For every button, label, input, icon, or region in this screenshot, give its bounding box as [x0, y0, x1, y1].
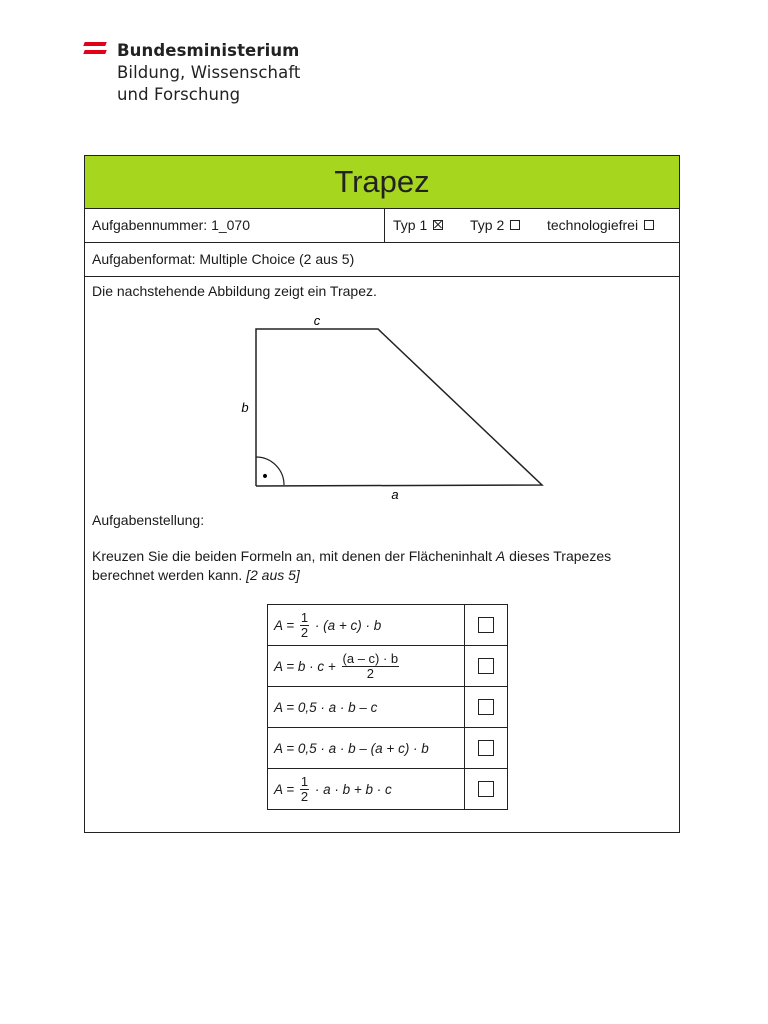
label-c: c	[313, 313, 321, 328]
label-b: b	[241, 400, 249, 415]
fraction	[300, 775, 309, 804]
numerator: 1	[300, 773, 309, 789]
right-angle-dot: •	[260, 469, 270, 485]
fraction	[300, 611, 309, 640]
choice-formula	[268, 728, 465, 769]
choice-formula	[268, 687, 465, 728]
choice-formula	[268, 646, 465, 687]
label-a: a	[391, 487, 399, 502]
tech-label: technologiefrei	[547, 217, 639, 233]
numerator: (a – c) · b	[342, 650, 399, 666]
task-instruction	[92, 547, 672, 585]
choice-checkbox-cell	[465, 728, 508, 769]
denominator: 2	[300, 624, 309, 640]
choice-row	[268, 728, 508, 769]
denominator: 2	[366, 665, 374, 681]
choice-checkbox-cell	[465, 646, 508, 687]
denominator: 2	[300, 788, 309, 804]
choice-formula	[268, 605, 465, 646]
formula-text: A = b · c +	[274, 658, 340, 674]
austria-flag-logo	[84, 42, 106, 55]
ministry-line-2: Bildung, Wissenschaft	[117, 63, 301, 82]
formula-text: A =	[274, 617, 298, 633]
choice-row	[268, 769, 508, 810]
choices-table	[267, 604, 508, 810]
typ2-label: Typ 2	[470, 217, 505, 233]
formula-text: A = 0,5 · a · b – (a + c) · b	[274, 740, 429, 756]
choice-checkbox-cell	[465, 687, 508, 728]
ministry-line-3: und Forschung	[117, 85, 241, 104]
task-number: Aufgabennummer: 1_070	[92, 217, 250, 233]
fraction	[342, 652, 400, 681]
instruction-note: [2 aus 5]	[246, 567, 300, 583]
choice-row	[268, 687, 508, 728]
choice-row	[268, 605, 508, 646]
task-format: Aufgabenformat: Multiple Choice (2 aus 5)	[92, 251, 355, 267]
choice-checkbox-cell	[465, 769, 508, 810]
formula-text: A =	[274, 781, 298, 797]
choice-checkbox[interactable]	[478, 699, 494, 715]
formula-text: · a · b + b · c	[311, 781, 392, 797]
trapezoid-shape	[256, 329, 542, 486]
task-intro: Die nachstehende Abbildung zeigt ein Trapez.	[92, 283, 377, 299]
choice-checkbox[interactable]	[478, 740, 494, 756]
formula-text: A = 0,5 · a · b – c	[274, 699, 378, 715]
typ1-label: Typ 1	[393, 217, 428, 233]
formula-text: · (a + c) · b	[311, 617, 382, 633]
task-heading: Aufgabenstellung:	[92, 512, 205, 528]
choice-checkbox[interactable]	[478, 658, 494, 674]
choice-formula	[268, 769, 465, 810]
ministry-name	[117, 40, 301, 106]
instruction-var: A	[495, 548, 506, 564]
choice-checkbox[interactable]	[478, 617, 494, 633]
trapezoid-figure	[85, 156, 679, 506]
choice-checkbox-cell	[465, 605, 508, 646]
instruction-text-1: Kreuzen Sie die beiden Formeln an, mit denen der Flächeninhalt	[92, 548, 496, 564]
numerator: 1	[300, 609, 309, 625]
choice-row	[268, 646, 508, 687]
ministry-line-1: Bundesministerium	[117, 41, 300, 60]
task-box	[84, 155, 680, 833]
choice-checkbox[interactable]	[478, 781, 494, 797]
task-title: Trapez	[334, 164, 430, 199]
instruction-text-2: dieses Trapezes berechnet werden kann.	[92, 548, 612, 583]
